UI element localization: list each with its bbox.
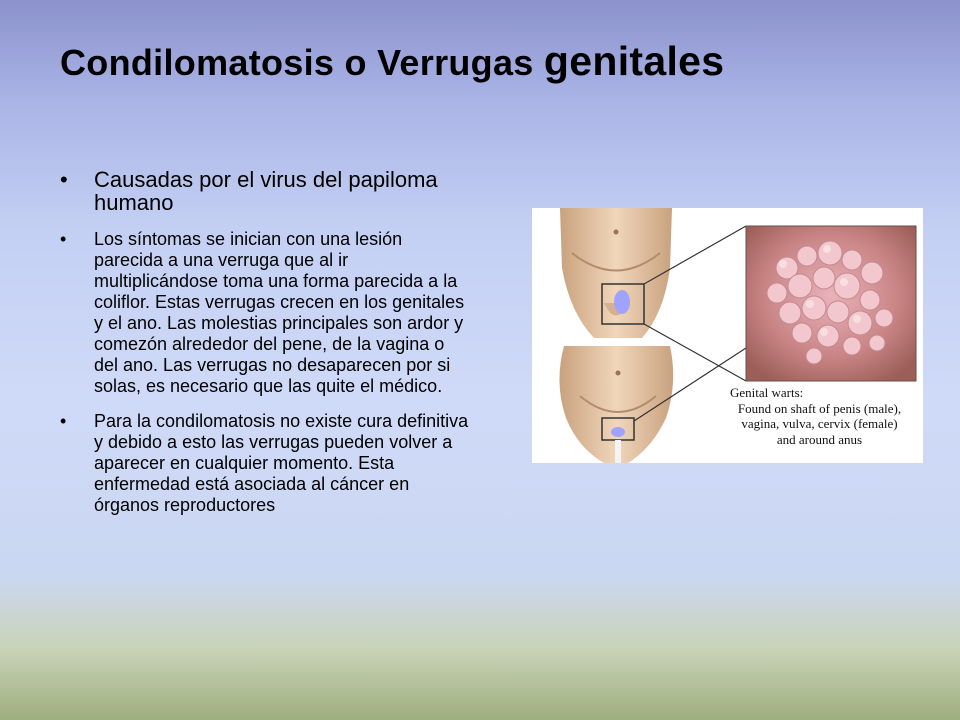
figure-caption	[722, 385, 917, 447]
bullet-icon: •	[60, 229, 67, 249]
wart-marker-female	[611, 427, 625, 437]
bullet-item	[60, 229, 470, 397]
bullet-icon: •	[60, 411, 67, 431]
caption-line: and around anus	[776, 431, 863, 447]
bullet-item	[60, 168, 470, 214]
bullet-icon: •	[60, 167, 68, 192]
bullet-text: Los síntomas se inician con una lesión parecida a una verruga que al ir multiplicándose toma una forma parecida a la coliflor. Estas verrugas crecen en los genitales y el ano. Las molestias principales son ardor y comezón alrededor del pene, de la vagina o del ano. Las verrugas no desaparecen por si solas, es necesario que las quite el médico.	[94, 229, 465, 396]
wart-closeup-image	[746, 226, 916, 381]
bullet-text: Para la condilomatosis no existe cura definitiva y debido a esto las verrugas pueden volver a aparecer en cualquier momento. Esta enfermedad está asociada al cáncer en órganos reproductores	[94, 411, 469, 515]
male-torso-image	[560, 208, 672, 338]
title-text: Condilomatosis o Verrugas	[60, 42, 544, 83]
title-text-large: genitales	[543, 38, 725, 84]
bullet-item	[60, 411, 470, 516]
caption-line: Found on shaft of penis (male),	[737, 400, 902, 416]
bullet-list	[60, 168, 470, 530]
caption-line: Genital warts:	[730, 385, 804, 400]
bullet-text: Causadas por el virus del papiloma humano	[94, 167, 438, 215]
caption-line: vagina, vulva, cervix (female)	[741, 416, 898, 431]
medical-illustration	[532, 208, 923, 463]
slide-title	[60, 38, 724, 85]
wart-marker-male	[614, 290, 630, 314]
